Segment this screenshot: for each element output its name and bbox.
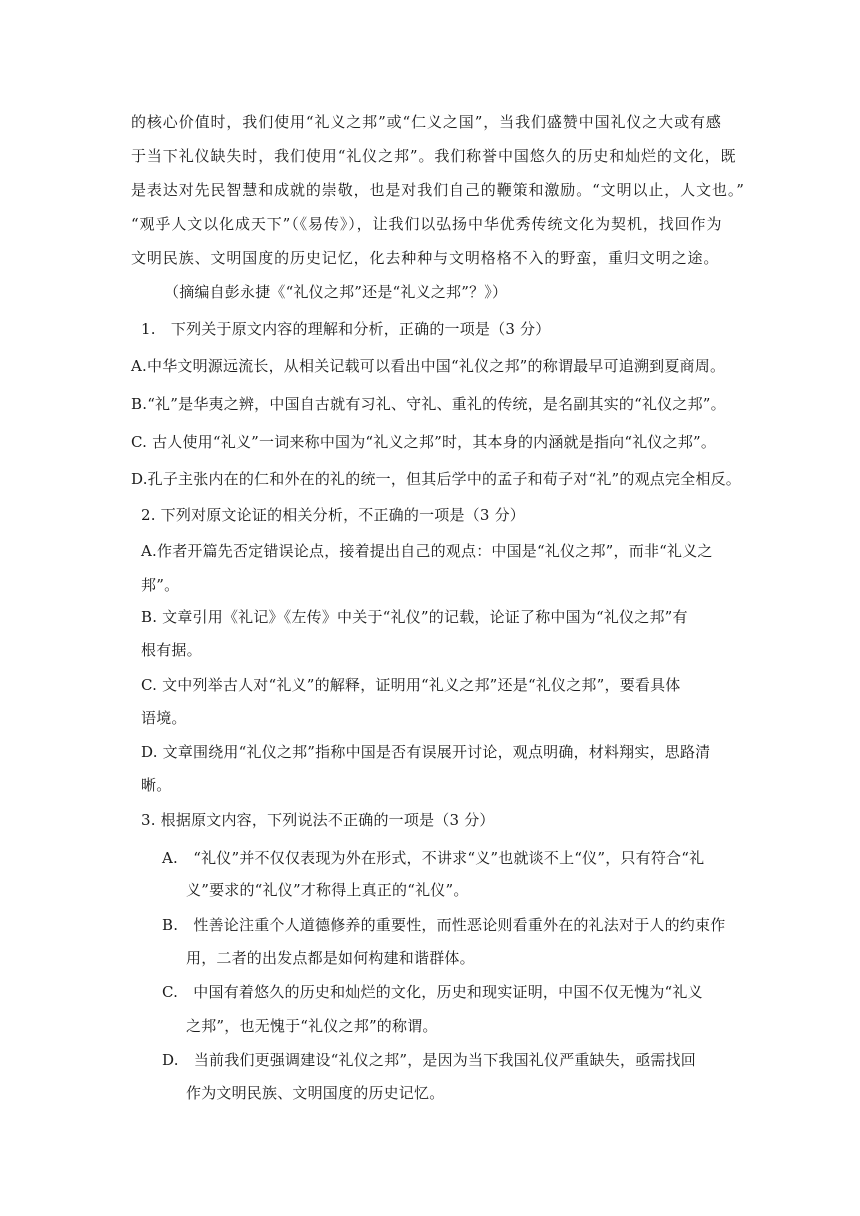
q2-option-b-line1: B. 文章引用《礼记》《左传》中关于“礼仪”的记载，论证了称中国为“礼仪之邦”有 [141, 608, 688, 626]
q3-option-c-line1: C. 中国有着悠久的历史和灿烂的文化，历史和现实证明，中国不仅无愧为“礼义 [162, 983, 703, 1001]
passage-line-1: 的核心价值时，我们使用“礼义之邦”或“仁义之国”，当我们盛赞中国礼仪之大或有感 [131, 113, 722, 131]
q3-option-a-line2: 义”要求的“礼仪”才称得上真正的“礼仪”。 [186, 881, 469, 899]
q2-option-d-line1: D. 文章围绕用“礼仪之邦”指称中国是否有误展开讨论，观点明确，材料翔实，思路清 [141, 743, 711, 761]
q2-option-a-line1: A.作者开篇先否定错误论点，接着提出自己的观点：中国是“礼仪之邦”，而非“礼义之 [141, 542, 713, 560]
q3-option-d-line2: 作为文明民族、文明国度的历史记忆。 [186, 1084, 445, 1102]
q2-option-d-line2: 晰。 [141, 776, 172, 794]
passage-source: （摘编自彭永捷《“礼仪之邦”还是“礼义之邦”？》） [164, 283, 508, 301]
q2-stem: 2. 下列对原文论证的相关分析，不正确的一项是（3 分） [141, 506, 525, 524]
q3-option-d-line1: D. 当前我们更强调建设“礼仪之邦”，是因为当下我国礼仪严重缺失，亟需找回 [162, 1051, 697, 1069]
passage-line-4: “观乎人文以化成天下”（《易传》），让我们以弘扬中华优秀传统文化为契机，找回作为 [131, 215, 723, 233]
q3-option-b-line2: 用，二者的出发点都是如何构建和谐群体。 [186, 949, 475, 967]
q3-stem: 3. 根据原文内容，下列说法不正确的一项是（3 分） [141, 811, 495, 829]
q1-option-b: B.“礼”是华夷之辨，中国自古就有习礼、守礼、重礼的传统，是名副其实的“礼仪之邦”。 [131, 395, 726, 413]
q1-option-c: C. 古人使用“礼义”一词来称中国为“礼义之邦”时，其本身的内涵就是指向“礼仪之邦”。 [131, 433, 717, 451]
q2-option-b-line2: 根有据。 [141, 641, 202, 659]
q3-option-b-line1: B. 性善论注重个人道德修养的重要性，而性恶论则看重外在的礼法对于人的约束作 [162, 916, 726, 934]
q3-option-c-line2: 之邦”，也无愧于“礼仪之邦”的称谓。 [186, 1017, 438, 1035]
passage-line-3: 是表达对先民智慧和成就的崇敬，也是对我们自己的鞭策和激励。“文明以止，人文也。” [131, 181, 745, 199]
q2-option-c-line1: C. 文中列举古人对“礼义”的解释，证明用“礼义之邦”还是“礼仪之邦”，要看具体 [141, 676, 681, 694]
q1-option-d: D.孔子主张内在的仁和外在的礼的统一，但其后学中的孟子和荀子对“礼”的观点完全相反。 [131, 470, 742, 488]
passage-line-5: 文明民族、文明国度的历史记忆，化去种种与文明格格不入的野蛮，重归文明之途。 [131, 249, 720, 267]
passage-line-2: 于当下礼仪缺失时，我们使用“礼仪之邦”。我们称誉中国悠久的历史和灿烂的文化，既 [131, 147, 737, 165]
q2-option-c-line2: 语境。 [141, 709, 187, 727]
q2-option-a-line2: 邦”。 [141, 576, 180, 594]
q1-stem: 1. 下列关于原文内容的理解和分析，正确的一项是（3 分） [141, 320, 551, 338]
q3-option-a-line1: A. “礼仪”并不仅仅表现为外在形式，不讲求“义”也就谈不上“仪”，只有符合“礼 [162, 849, 705, 867]
q1-option-a: A.中华文明源远流长，从相关记载可以看出中国“礼仪之邦”的称谓最早可追溯到夏商周。 [131, 357, 726, 375]
